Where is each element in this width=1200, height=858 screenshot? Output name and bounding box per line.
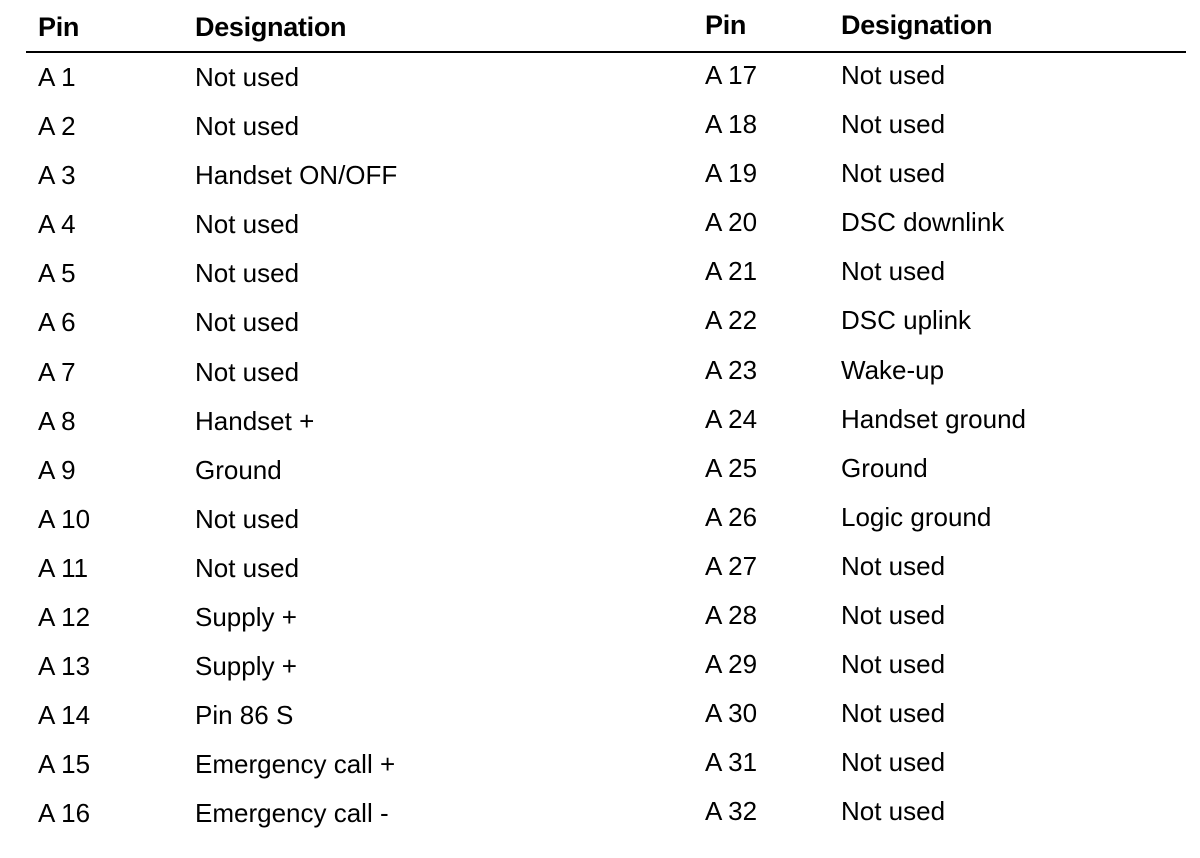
designation-cell: Handset ON/OFF	[195, 160, 398, 191]
designation-cell: Ground	[195, 454, 282, 485]
pin-cell: A 25	[705, 452, 758, 483]
designation-cell: Handset ground	[841, 403, 1027, 434]
pin-cell: A 18	[705, 109, 758, 140]
pin-cell: A 17	[705, 60, 758, 90]
pin-cell: A 14	[38, 700, 91, 731]
table-row	[38, 789, 538, 838]
designation-cell: Not used	[195, 356, 300, 387]
table-row	[38, 642, 538, 691]
table-row	[38, 397, 538, 446]
table-row	[38, 53, 538, 102]
table-row	[38, 691, 538, 740]
table-row	[705, 198, 1200, 247]
pin-cell: A 6	[38, 307, 76, 338]
pin-cell: A 26	[705, 501, 758, 532]
pin-cell: A 21	[705, 256, 758, 287]
pin-cell: A 22	[705, 305, 758, 336]
pin-cell: A 3	[38, 160, 76, 191]
table-row	[38, 200, 538, 249]
designation-cell: Emergency call +	[195, 749, 396, 780]
column-header-pin: Pin	[38, 12, 80, 42]
table-row	[38, 544, 538, 593]
pin-cell: A 32	[705, 796, 758, 827]
pin-cell: A 2	[38, 111, 76, 142]
pin-table-right	[705, 0, 1200, 827]
table-row	[705, 542, 1200, 591]
designation-cell: Not used	[195, 209, 300, 240]
table-row	[38, 348, 538, 397]
pin-cell: A 19	[705, 158, 758, 189]
table-row	[705, 689, 1200, 738]
pin-cell: A 1	[38, 62, 76, 92]
table-row	[705, 444, 1200, 493]
designation-cell: Supply +	[195, 602, 297, 633]
designation-cell: Handset +	[195, 405, 315, 436]
table-row	[705, 247, 1200, 296]
pin-cell: A 9	[38, 454, 76, 485]
pin-cell: A 4	[38, 209, 76, 240]
pin-cell: A 24	[705, 403, 758, 434]
column-header-designation: Designation	[195, 12, 347, 42]
pin-cell: A 13	[38, 651, 91, 682]
designation-cell: Pin 86 S	[195, 700, 294, 731]
pin-cell: A 27	[705, 550, 758, 581]
designation-cell: Not used	[195, 552, 300, 583]
designation-cell: Not used	[841, 256, 946, 287]
table-row	[38, 593, 538, 642]
table-row	[705, 640, 1200, 689]
pin-cell: A 29	[705, 649, 758, 680]
designation-cell: Supply +	[195, 651, 297, 682]
designation-cell: Not used	[195, 62, 300, 92]
table-row	[38, 298, 538, 347]
table-row	[705, 100, 1200, 149]
column-header-designation: Designation	[841, 10, 993, 40]
table-row	[38, 249, 538, 298]
table-body	[705, 51, 1200, 837]
pin-cell: A 23	[705, 354, 758, 385]
pin-cell: A 15	[38, 749, 91, 780]
table-row	[705, 591, 1200, 640]
designation-cell: Not used	[195, 111, 300, 142]
pin-cell: A 20	[705, 207, 758, 238]
designation-cell: Wake-up	[841, 354, 945, 385]
table-row	[705, 149, 1200, 198]
designation-cell: Not used	[841, 60, 946, 90]
pin-cell: A 12	[38, 602, 91, 633]
designation-cell: Not used	[195, 258, 300, 289]
table-row	[38, 446, 538, 495]
designation-cell: Emergency call -	[195, 798, 389, 829]
designation-cell: Logic ground	[841, 501, 992, 532]
table-row	[705, 738, 1200, 787]
pin-cell: A 16	[38, 798, 91, 829]
designation-cell: Not used	[841, 550, 946, 581]
table-row	[705, 493, 1200, 542]
pin-cell: A 30	[705, 698, 758, 729]
designation-cell: Not used	[841, 649, 946, 680]
designation-cell: Not used	[841, 158, 946, 189]
designation-cell: Not used	[195, 307, 300, 338]
table-row	[705, 296, 1200, 345]
table-row	[38, 495, 538, 544]
pin-table-left	[38, 0, 538, 829]
table-row	[38, 740, 538, 789]
designation-cell: Not used	[841, 600, 946, 631]
designation-cell: Ground	[841, 452, 928, 483]
table-row	[705, 395, 1200, 444]
pin-cell: A 7	[38, 356, 76, 387]
designation-cell: Not used	[841, 747, 946, 778]
table-row	[705, 787, 1200, 836]
designation-cell: Not used	[195, 503, 300, 534]
pin-cell: A 10	[38, 503, 91, 534]
pin-cell: A 31	[705, 747, 758, 778]
pin-cell: A 5	[38, 258, 76, 289]
table-header	[705, 0, 1200, 52]
pin-cell: A 8	[38, 405, 76, 436]
designation-cell: Not used	[841, 109, 946, 140]
table-header	[38, 0, 538, 52]
table-row	[38, 151, 538, 200]
table-row	[705, 51, 1200, 100]
designation-cell: DSC downlink	[841, 207, 1005, 238]
pin-cell: A 11	[38, 552, 89, 583]
table-row	[38, 102, 538, 151]
pin-cell: A 28	[705, 600, 758, 631]
designation-cell: Not used	[841, 796, 946, 827]
designation-cell: DSC uplink	[841, 305, 972, 336]
table-row	[705, 346, 1200, 395]
column-header-pin: Pin	[705, 10, 747, 40]
designation-cell: Not used	[841, 698, 946, 729]
table-body	[38, 53, 538, 839]
